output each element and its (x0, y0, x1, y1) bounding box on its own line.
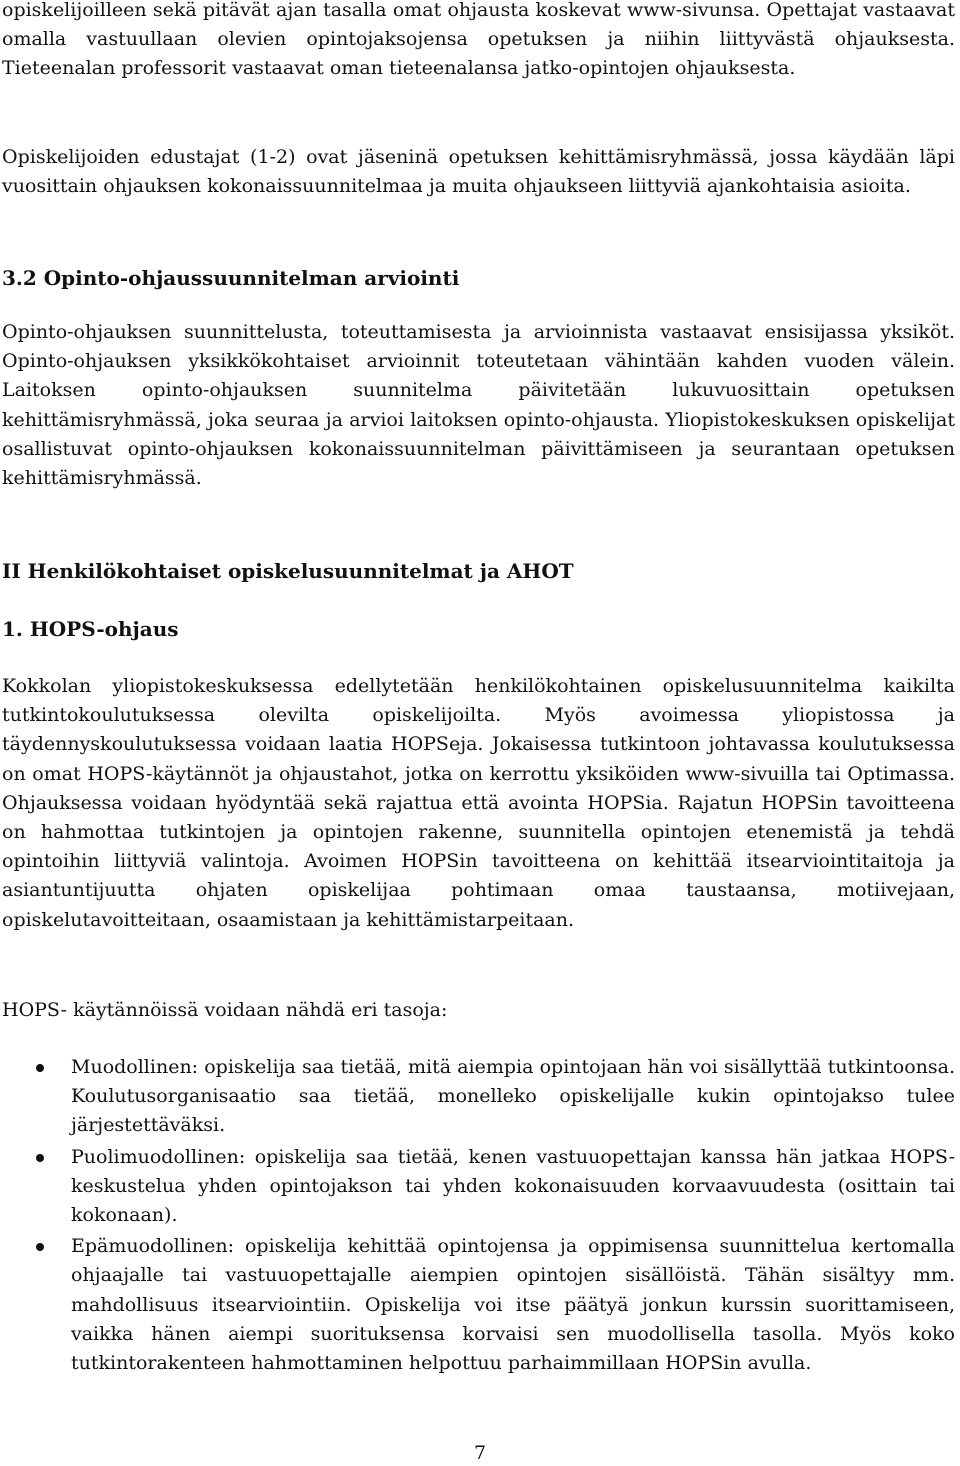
paragraph-ohjaus-vastuut: opiskelijoilleen sekä pitävät ajan tasalla omat ohjausta koskevat www-sivunsa. Opettajat vastaavat omalla vastuullaan olevien opintojaksojensa opetuksen ja niihin liittyvästä ohjauksesta. Tieteenalan professorit vastaavat oman tieteenalansa jatko-opintojen ohjauksesta. (2, 0, 955, 80)
paragraph-arviointi: Opinto-ohjauksen suunnittelusta, toteuttamisesta ja arvioinnista vastaavat ensisijassa yksiköt. Opinto-ohjauksen yksikkökohtaiset arvioinnit toteutetaan vähintään kahden vuoden välein. Laitoksen opinto-ohjauksen suunnitelma päivitetään lukuvuosittain opetuksen kehittämisryhmässä, joka seuraa ja arvioi laitoksen opinto-ohjausta. Yliopistokeskuksen opiskelijat osallistuvat opinto-ohjauksen kokonaissuunnitelman päivittämiseen ja seurantaan opetuksen kehittämisryhmässä. (2, 321, 955, 490)
list-item (0, 1143, 955, 1231)
paragraph-hops-kuvaus: Kokkolan yliopistokeskuksessa edellytetään henkilökohtainen opiskelusuunnitelma kaikilta tutkintokoulutuksessa olevilta opiskelijoilta. Myös avoimessa yliopistossa ja täydennyskoulutuksessa voidaan laatia HOPSeja. Jokaisessa tutkintoon johtavassa koulutuksessa on omat HOPS-käytännöt ja ohjaustahot, jotka on kerrottu yksiköiden www-sivuilla tai Optimassa. Ohjauksessa voidaan hyödyntää sekä rajattua että avointa HOPSia. Rajatun HOPSin tavoitteena on hahmottaa tutkintojen ja opintojen rakenne, suunnitella opintojen etenemistä ja tehdä opintoihin liittyviä valintoja. Avoimen HOPSin tavoitteena on kehittää itsearviointitaitoja ja asiantuntijuutta ohjaten opiskelijaa pohtimaan omaa taustaansa, motiivejaan, opiskelutavoitteitaan, osaamistaan ja kehittämistarpeitaan. (2, 675, 955, 931)
heading-3-2: 3.2 Opinto-ohjaussuunnitelman arviointi (2, 266, 460, 290)
heading-part-2: II Henkilökohtaiset opiskelusuunnitelmat ja AHOT (2, 559, 574, 583)
page-number: 7 (473, 1442, 487, 1464)
hops-levels-list (0, 1053, 960, 1380)
bullet-icon (36, 1154, 44, 1162)
list-item (0, 1232, 955, 1378)
paragraph-hops-tasot: HOPS- käytännöissä voidaan nähdä eri tasoja: (2, 999, 448, 1021)
list-item-text: Puolimuodollinen: opiskelija saa tietää, kenen vastuuopettajan kanssa hän jatkaa HOPS-keskustelua yhden opintojakson tai yhden kokonaisuuden korvaavuudesta (osittain tai kokonaan). (71, 1145, 955, 1227)
heading-hops-ohjaus: 1. HOPS-ohjaus (2, 617, 179, 641)
bullet-icon (36, 1243, 44, 1251)
bullet-icon (36, 1064, 44, 1072)
list-item-text: Muodollinen: opiskelija saa tietää, mitä aiempia opintojaan hän voi sisällyttää tutkintoonsa. Koulutusorganisaatio saa tietää, monelleko opiskelijalle kukin opintojakso tulee järjestettäväksi. (71, 1056, 955, 1137)
paragraph-opiskelijoiden-edustajat: Opiskelijoiden edustajat (1-2) ovat jäseninä opetuksen kehittämisryhmässä, jossa käydään läpi vuosittain ohjauksen kokonaissuunnitelmaa ja muita ohjaukseen liittyviä ajankohtaisia asioita. (2, 146, 955, 198)
list-item (0, 1053, 955, 1141)
list-item-text: Epämuodollinen: opiskelija kehittää opintojensa ja oppimisensa suunnittelua kertomalla ohjaajalle tai vastuuopettajalle aiempien opintojen sisällöistä. Tähän sisältyy mm. mahdollisuus itsearviointiin. Opiskelija voi itse päätyä jonkun kurssin suorittamiseen, vaikka hänen aiempi suorituksensa korvaisi sen muodollisella tasolla. Myös koko tutkintorakenteen hahmottaminen helpottuu parhaimmillaan HOPSin avulla. (71, 1235, 955, 1375)
